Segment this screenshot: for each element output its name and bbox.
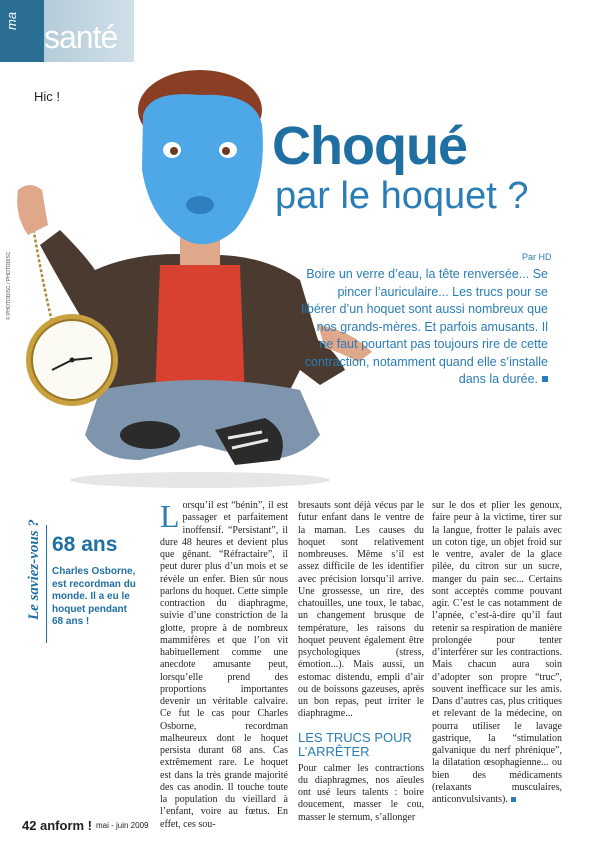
- end-mark-icon: [542, 376, 548, 382]
- body-column-3: [432, 500, 562, 806]
- issue-date: mai - juin 2009: [96, 821, 149, 830]
- end-mark-icon: [511, 797, 516, 802]
- body-text-3: sur le dos et plier les genoux, faire peur à la victime, tirer sur la langue, frotter le palais avec un coton tige, un objet froid sur le ventre, avaler de la glace pilée, du citron sur un sucre, manger du pain sec... Certains sont acceptés comme pouvant agir. C’est le cas notamment de l’apnée, c’est-à-dire qu’il faut retenir sa respiration de manière prolongée pour tenter d’interférer sur les contractions. Mais chacun aura soin d’adopter son propre “truc”, souvent inefficace sur les amis. Dans d’autres cas, plus critiques et relevant de la médecine, on pourra utiliser le lavage gastrique, la “stimulation galvanique du nerf phrénique”, la dilatation œsophagienne... ou bien des médicaments (relaxants musculaires, anticonvulsivants).: [432, 500, 562, 805]
- drop-cap: L: [160, 498, 180, 534]
- page-number: 42: [22, 818, 37, 833]
- body-column-2: [298, 500, 424, 824]
- sidebar-rule: [46, 525, 47, 643]
- sidebar-text: Charles Osborne, est recordman du monde. Il a eu le hoquet pendant 68 ans !: [52, 566, 136, 627]
- photo-credit: © PHOTODISC / PHOTODISC: [6, 251, 12, 320]
- body-column-1: [160, 500, 288, 831]
- kicker: Hic !: [34, 89, 60, 104]
- section-subhead: LES TRUCS POUR L’ARRÊTER: [298, 729, 412, 759]
- sidebar-title: Le saviez-vous ?: [26, 519, 42, 620]
- rubric-prefix: ma: [4, 11, 19, 30]
- byline: Par HD: [522, 252, 552, 262]
- body-text-2b: Pour calmer les contractions du diaphragmes, nos aïeules ont usé leurs talents : boire doucement, masser le cou, masser le sternum, s’allonger: [298, 762, 424, 823]
- sidebar-figure: 68 ans: [52, 533, 118, 556]
- body-text-1: orsqu’il est “bénin”, il est passager et parfaitement inoffensif. “Persistant”, il dure 48 heures et devient plus que gênant. “Réfractaire”, il peut durer plus d’un mois et se révèle un enfer. Bien sûr nous parlons du hoquet. Cette simple contraction du diaphragme, suivie d’une constriction de la glotte, propre à de nombreux mammifères et que l’on vit habituellement comme une anecdote amusante peut, lorsqu’elle prend des proportions importantes devenir un véritable calvaire. Ce fut le cas pour Charles Osborne, recordman malheureux dont le hoquet persista durant 68 ans. Cas extrêmement rare. Le hoquet est dans la très grande majorité des cas anodin. Il touche toute la population du vieillard à l’enfant, voire au fœtus. En effet, ces sou-: [160, 500, 288, 830]
- magazine-name: anform !: [40, 818, 92, 833]
- lede: [300, 266, 548, 389]
- article-title: Choqué: [272, 116, 467, 176]
- body-text-2: bresauts sont déjà vécus par le futur enfant dans le ventre de la maman. Les causes du hoquet sont relativement nombreuses. Même s’il est assez difficile de les identifier avec précision lorsqu’il arrive. Une grossesse, un rire, des chatouilles, une toux, le tabac, un changement brusque de température, les raisons du hoquet peuvent également être psychologiques (stress, émotion...). Mais aussi, un estomac distendu, empli d’air ou de boissons gazeuses, après un bon repas, peut irriter le diaphragme...: [298, 500, 424, 720]
- lede-text: Boire un verre d’eau, la tête renversée... Se pincer l’auriculaire... Les trucs pour se libérer d’un hoquet sont aussi nombreux que nos grands-mères. Et parfois amusants. Il ne faut pourtant pas toujours rire de cette contraction, notamment quand elle s’installe dans la durée.: [301, 267, 548, 386]
- illustration: [0, 40, 380, 490]
- rubric-title: santé: [44, 19, 118, 55]
- article-subtitle: par le hoquet ?: [275, 175, 529, 217]
